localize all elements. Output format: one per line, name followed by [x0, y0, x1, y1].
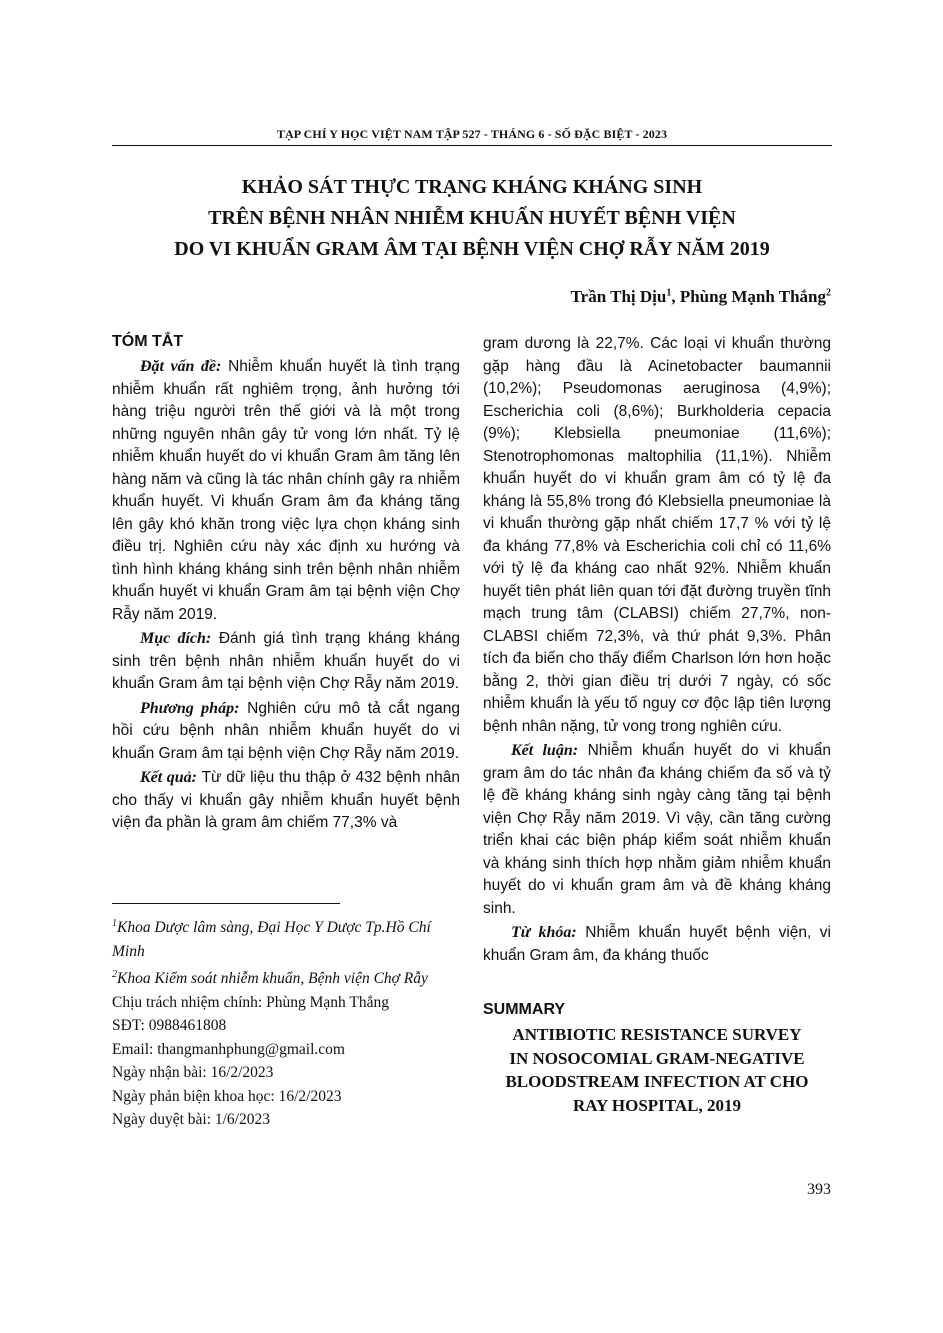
summary-title-line: ANTIBIOTIC RESISTANCE SURVEY: [512, 1025, 802, 1044]
abstract-heading: TÓM TẮT: [112, 333, 184, 350]
section-label: Từ khóa:: [511, 924, 577, 941]
section-text: Đánh giá tình trạng kháng kháng sinh trên bệnh nhân nhiễm khuẩn huyết do vi khuẩn Gram âm tại bệnh viện Chợ Rẫy năm 2019.: [112, 630, 461, 692]
header-rule: [112, 145, 832, 146]
abstract-paragraph-results-continued: gram dương là 22,7%. Các loại vi khuẩn thường gặp hàng đầu là Acinetobacter baumannii (10,2%); Pseudomonas aeruginosa (4,9%); Escherichia coli (8,6%); Burkholderia cepacia (9%); Klebsiella pneumoniae (11,6%); Stenotrophomonas maltophilia (11,1%). Nhiễm khuẩn huyết do vi khuẩn gram âm có tỷ lệ đa kháng là 55,8% trong đó Klebsiella pneumoniae là vi khuẩn thường gặp nhất chiếm 17,7 % với tỷ lệ đa kháng 77,8% và Escherichia coli chỉ có 11,6% với tỷ lệ đa kháng cao nhất 92%. Nhiễm khuẩn huyết tiên phát liên quan tới đặt đường truyền tĩnh mạch trung tâm (CLABSI) chiếm 27,7%, non-CLABSI chiếm 72,3%, và thứ phát 9,3%. Phân tích đa biến cho thấy điểm Charlson lớn hơn hoặc bằng 2, thời gian điều trị dưới 7 ngày, có sốc nhiễm khuẩn là yếu tố nguy cơ độc lập tiên lượng bệnh nhân nặng, tử vong trong nghiên cứu.: [483, 335, 831, 735]
title-line: KHẢO SÁT THỰC TRẠNG KHÁNG KHÁNG SINH: [241, 176, 703, 198]
abstract-paragraph-objective: [112, 628, 460, 696]
author-affiliation-mark: 2: [826, 287, 831, 299]
section-label: Đặt vấn đề:: [140, 358, 222, 375]
section-label: Mục đích:: [140, 630, 212, 647]
footnote-text: Khoa Dược lâm sàng, Đại Học Y Dược Tp.Hồ Chí Minh: [112, 919, 431, 960]
footnote-received: Ngày nhận bài: 16/2/2023: [112, 1064, 274, 1082]
footnote-affiliation-1: [112, 912, 460, 963]
footnote-email: Email: thangmanhphung@gmail.com: [112, 1040, 345, 1058]
summary-heading: SUMMARY: [483, 1001, 566, 1018]
section-text: Nhiễm khuẩn huyết bệnh viện, vi khuẩn Gram âm, đa kháng thuốc: [483, 924, 831, 964]
summary-section: [483, 1001, 831, 1117]
abstract-keywords: [483, 922, 831, 967]
footnote-mark: 2: [112, 969, 117, 981]
section-label: Kết luận:: [511, 742, 579, 759]
footnote-text: Khoa Kiểm soát nhiễm khuẩn, Bệnh viện Chợ Rẫy: [117, 970, 428, 988]
footnotes: [112, 912, 460, 1132]
section-text: Nghiên cứu mô tả cắt ngang hồi cứu bệnh nhân nhiễm khuẩn huyết do vi khuẩn Gram âm tại bệnh viện Chợ Rẫy năm 2019.: [112, 699, 461, 762]
section-text: Từ dữ liệu thu thập ở 432 bệnh nhân cho thấy vi khuẩn gây nhiễm khuẩn huyết bệnh viện đa phần là gram âm chiếm 77,3% và: [112, 769, 460, 831]
summary-title-line: IN NOSOCOMIAL GRAM-NEGATIVE: [509, 1048, 805, 1068]
footnote-affiliation-2: [112, 963, 460, 991]
section-label: Kết quả:: [140, 769, 197, 786]
footnote-accepted: Ngày duyệt bài: 1/6/2023: [112, 1111, 270, 1129]
title-line: DO VI KHUẨN GRAM ÂM TẠI BỆNH VIỆN CHỢ RẪY NĂM 2019: [174, 238, 770, 260]
running-header: TẠP CHÍ Y HỌC VIỆT NAM TẬP 527 - THÁNG 6 - SỐ ĐẶC BIỆT - 2023: [276, 127, 668, 141]
summary-title: [483, 1023, 831, 1117]
abstract-paragraph-results: [112, 767, 460, 835]
article-title: [112, 172, 832, 265]
author-separator: ,: [671, 287, 680, 306]
abstract-paragraph-methods: [112, 698, 460, 766]
page-number: 393: [807, 1181, 831, 1198]
left-column: [112, 333, 460, 837]
title-line: TRÊN BỆNH NHÂN NHIỄM KHUẨN HUYẾT BỆNH VIỆN: [208, 207, 736, 229]
abstract-paragraph-background: [112, 356, 460, 626]
footnote-phone: SĐT: 0988461808: [112, 1017, 227, 1035]
right-column: [483, 333, 831, 969]
author-name: Phùng Mạnh Thắng: [679, 287, 826, 306]
author-name: Trần Thị Dịu: [570, 287, 667, 306]
footnote-rule: [112, 903, 340, 904]
author-affiliation-mark: 1: [666, 287, 672, 299]
footnote-responsible: Chịu trách nhiệm chính: Phùng Mạnh Thắng: [112, 993, 389, 1011]
summary-title-line: RAY HOSPITAL, 2019: [573, 1095, 741, 1115]
abstract-paragraph-conclusion: [483, 740, 831, 920]
section-label: Phương pháp:: [140, 699, 240, 717]
section-text: Nhiễm khuẩn huyết do vi khuẩn gram âm do tác nhân đa kháng chiếm đa số và tỷ lệ đề kháng kháng sinh ngày càng tăng tại bệnh viện Chợ Rẫy năm 2019. Vì vậy, cần tăng cường triển khai các biện pháp kiểm soát nhiễm khuẩn và kháng sinh thích hợp nhằm giảm nhiễm khuẩn huyết do vi khuẩn gram âm và đề kháng kháng sinh.: [483, 742, 831, 917]
section-text: Nhiễm khuẩn huyết là tình trạng nhiễm khuẩn rất nghiêm trọng, ảnh hưởng tới hàng triệu người trên thế giới và là một trong những nguyên nhân gây tử vong lớn nhất. Tỷ lệ nhiễm khuẩn huyết do vi khuẩn Gram âm tăng lên hàng năm và cũng là tác nhân chính gây ra nhiễm khuẩn huyết. Vi khuẩn Gram âm đa kháng tăng lên gây khó khăn trong việc lựa chọn kháng sinh điều trị. Nghiên cứu này xác định xu hướng và tình hình kháng kháng sinh trên bệnh nhân nhiễm khuẩn huyết vi khuẩn Gram âm tại bệnh viện Chợ Rẫy năm 2019.: [112, 358, 460, 623]
footnote-reviewed: Ngày phản biện khoa học: 16/2/2023: [112, 1087, 342, 1105]
summary-title-line: BLOODSTREAM INFECTION AT CHO: [505, 1072, 809, 1091]
footnote-mark: 1: [112, 918, 117, 929]
author-line: [571, 287, 831, 307]
